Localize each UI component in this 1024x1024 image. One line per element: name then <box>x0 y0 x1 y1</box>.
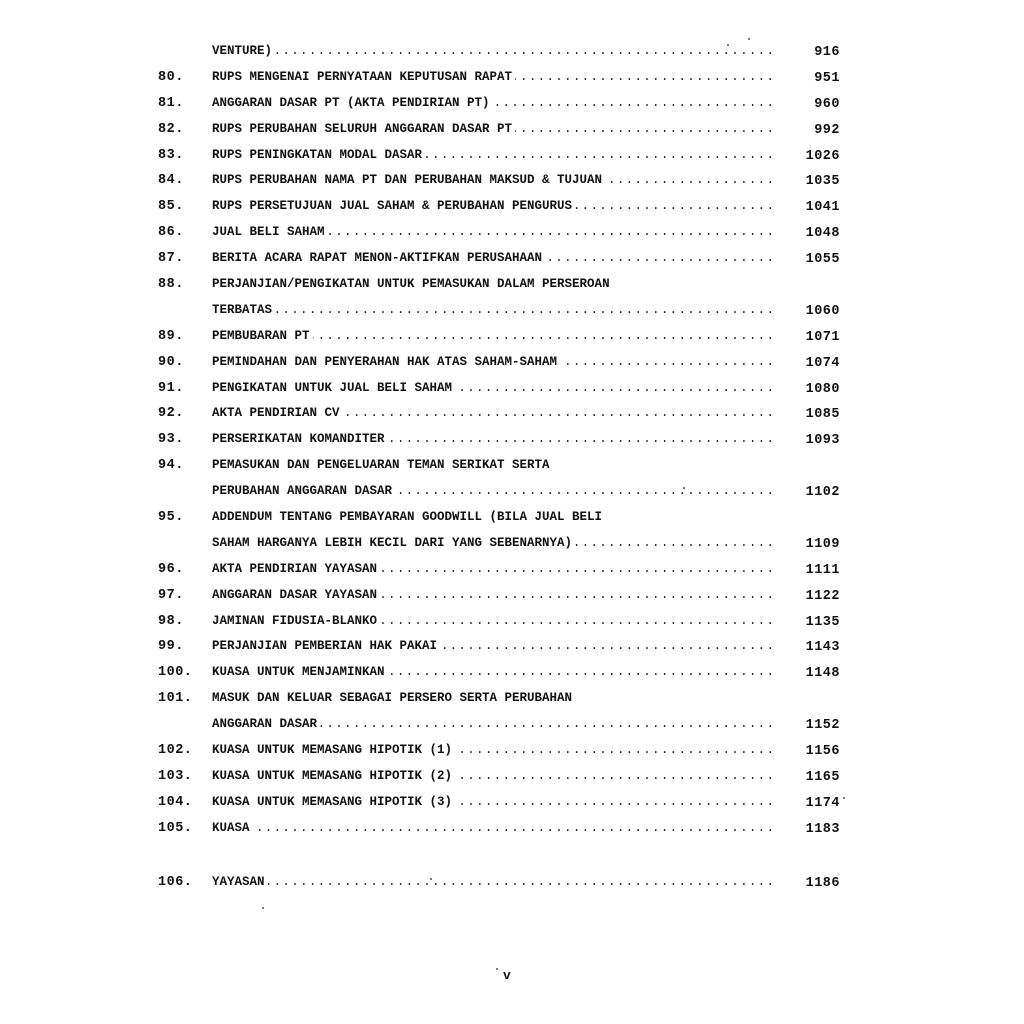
toc-entry-leader <box>212 795 772 815</box>
toc-entry-page: 1152 <box>805 718 840 734</box>
toc-entry-page: 951 <box>814 70 840 86</box>
toc-entry-leader <box>212 406 772 426</box>
toc-row <box>0 818 1024 844</box>
scan-speck <box>683 487 685 489</box>
toc-entry-page: 1148 <box>805 666 840 682</box>
toc-entry-number: 92. <box>158 406 184 422</box>
toc-entry-title: JUAL BELI SAHAM <box>212 225 328 239</box>
toc-entry-leader <box>212 148 772 168</box>
toc-entry-leader <box>212 96 772 116</box>
toc-entry-title: KUASA UNTUK MEMASANG HIPOTIK (3) <box>212 795 455 809</box>
toc-row <box>0 170 1024 196</box>
toc-entry-leader <box>212 251 772 271</box>
toc-entry-title: RUPS PERUBAHAN NAMA PT DAN PERUBAHAN MAKSUD & TUJUAN <box>212 173 605 187</box>
toc-entry-leader <box>212 355 772 375</box>
toc-row <box>0 455 1024 481</box>
toc-entry-number: 86. <box>158 225 184 241</box>
toc-entry-leader <box>212 70 772 90</box>
toc-entry-page: 1122 <box>805 588 840 604</box>
toc-row <box>0 274 1024 300</box>
toc-entry-number: 100. <box>158 665 193 681</box>
toc-entry-page: 1055 <box>805 252 840 268</box>
toc-entry-number: 88. <box>158 277 184 293</box>
toc-row <box>0 248 1024 274</box>
toc-entry-title: KUASA <box>212 821 253 835</box>
toc-entry-title: VENTURE) <box>212 44 275 58</box>
toc-entry-number: 106. <box>158 874 193 890</box>
toc-entry-title: ANGGARAN DASAR PT (AKTA PENDIRIAN PT) <box>212 96 493 110</box>
toc-row <box>0 714 1024 740</box>
toc-row <box>0 688 1024 714</box>
toc-entry-number: 93. <box>158 432 184 448</box>
toc-row <box>0 872 1024 898</box>
toc-entry-page: 1026 <box>805 148 840 164</box>
toc-entry-number: 81. <box>158 95 184 111</box>
toc-row <box>0 300 1024 326</box>
toc-row <box>0 352 1024 378</box>
toc-entry-leader <box>212 458 772 478</box>
toc-row <box>0 559 1024 585</box>
toc-row <box>0 533 1024 559</box>
toc-entry-title: PERSERIKATAN KOMANDITER <box>212 432 388 446</box>
toc-entry-number: 104. <box>158 794 193 810</box>
toc-entry-leader <box>212 122 772 142</box>
toc-entry-page: 916 <box>814 45 840 60</box>
toc-entry-page: 1174 <box>805 795 840 811</box>
toc-row <box>0 119 1024 145</box>
toc-entry-page: 1048 <box>805 226 840 242</box>
scan-speck <box>727 44 729 46</box>
toc-entry-page: 1165 <box>805 769 840 785</box>
toc-entry-page: 1093 <box>805 433 840 449</box>
toc-row <box>0 222 1024 248</box>
toc-entry-page: 1183 <box>805 821 840 837</box>
scan-speck <box>262 907 264 909</box>
toc-entry-leader <box>212 562 772 582</box>
scan-speck <box>430 878 432 880</box>
toc-entry-number: 99. <box>158 639 184 655</box>
toc-entry-number: 94. <box>158 458 184 474</box>
toc-entry-number: 90. <box>158 354 184 370</box>
toc-entry-page: 1109 <box>805 536 840 552</box>
toc-entry-title: RUPS PENINGKATAN MODAL DASAR <box>212 148 425 162</box>
toc-entry-title: AKTA PENDIRIAN CV <box>212 406 343 420</box>
toc-entry-title: RUPS MENGENAI PERNYATAAN KEPUTUSAN RAPAT <box>212 70 515 84</box>
toc-entry-page: 1035 <box>805 174 840 190</box>
scan-speck <box>496 968 498 970</box>
toc-entry-leader <box>212 510 772 530</box>
toc-entry-page: 960 <box>814 96 840 112</box>
toc-row <box>0 403 1024 429</box>
toc-entry-number: 87. <box>158 251 184 267</box>
toc-entry-title: KUASA UNTUK MENJAMINKAN <box>212 665 388 679</box>
toc-row <box>0 67 1024 93</box>
toc-row <box>0 585 1024 611</box>
toc-row <box>0 145 1024 171</box>
toc-entry-number: 91. <box>158 380 184 396</box>
toc-entry-number: 98. <box>158 613 184 629</box>
scan-speck <box>843 797 845 799</box>
toc-entry-title: KUASA UNTUK MEMASANG HIPOTIK (1) <box>212 743 455 757</box>
toc-entry-leader <box>212 303 772 323</box>
toc-entry-page: 1074 <box>805 355 840 371</box>
toc-entry-page: 1111 <box>805 562 840 578</box>
toc-row <box>0 636 1024 662</box>
toc-entry-page: 1156 <box>805 744 840 760</box>
toc-entry-number: 89. <box>158 328 184 344</box>
toc-entry-leader <box>212 432 772 452</box>
toc-entry-leader <box>212 769 772 789</box>
toc-entry-leader <box>212 665 772 685</box>
toc-entry-leader <box>212 691 772 711</box>
table-of-contents <box>0 41 1024 898</box>
toc-entry-title: TERBATAS <box>212 303 275 317</box>
toc-row <box>0 196 1024 222</box>
toc-entry-leader <box>212 536 772 556</box>
toc-row <box>0 326 1024 352</box>
toc-entry-title: RUPS PERSETUJUAN JUAL SAHAM & PERUBAHAN PENGURUS <box>212 199 575 213</box>
page-folio: v <box>503 968 511 983</box>
toc-entry-title: KUASA UNTUK MEMASANG HIPOTIK (2) <box>212 769 455 783</box>
toc-entry-page: 1041 <box>805 200 840 216</box>
toc-row <box>0 611 1024 637</box>
toc-entry-title: ADDENDUM TENTANG PEMBAYARAN GOODWILL (BILA JUAL BELI <box>212 510 605 524</box>
toc-entry-number: 105. <box>158 820 193 836</box>
toc-entry-title: ANGGARAN DASAR YAYASAN <box>212 588 380 602</box>
toc-entry-leader <box>212 225 772 245</box>
toc-entry-leader <box>212 484 772 504</box>
toc-row <box>0 662 1024 688</box>
toc-entry-number: 101. <box>158 691 193 707</box>
toc-entry-title: SAHAM HARGANYA LEBIH KECIL DARI YANG SEBENARNYA) <box>212 536 575 550</box>
toc-row <box>0 378 1024 404</box>
toc-entry-number: 103. <box>158 768 193 784</box>
toc-entry-leader <box>212 614 772 634</box>
toc-entry-title: YAYASAN <box>212 875 268 889</box>
toc-entry-leader <box>212 277 772 297</box>
toc-entry-leader <box>212 717 772 737</box>
toc-row <box>0 41 1024 67</box>
toc-entry-title: BERITA ACARA RAPAT MENON-AKTIFKAN PERUSAHAAN <box>212 251 545 265</box>
toc-entry-page: 1143 <box>805 640 840 656</box>
toc-entry-number: 83. <box>158 147 184 163</box>
toc-row <box>0 766 1024 792</box>
toc-entry-title: PEMASUKAN DAN PENGELUARAN TEMAN SERIKAT SERTA <box>212 458 553 472</box>
toc-entry-number: 85. <box>158 199 184 215</box>
toc-entry-title: PERJANJIAN/PENGIKATAN UNTUK PEMASUKAN DALAM PERSEROAN <box>212 277 613 291</box>
toc-entry-title: AKTA PENDIRIAN YAYASAN <box>212 562 380 576</box>
toc-entry-leader <box>212 44 772 64</box>
toc-entry-title: ANGGARAN DASAR <box>212 717 320 731</box>
toc-entry-page: 1080 <box>805 381 840 397</box>
toc-entry-page: 1060 <box>805 303 840 319</box>
toc-entry-leader <box>212 199 772 219</box>
toc-row <box>0 507 1024 533</box>
toc-entry-title: JAMINAN FIDUSIA-BLANKO <box>212 614 380 628</box>
toc-entry-number: 84. <box>158 173 184 189</box>
toc-entry-title: MASUK DAN KELUAR SEBAGAI PERSERO SERTA PERUBAHAN <box>212 691 575 705</box>
toc-entry-page: 992 <box>814 122 840 138</box>
toc-row <box>0 481 1024 507</box>
toc-entry-number: 96. <box>158 561 184 577</box>
toc-entry-leader <box>212 588 772 608</box>
toc-entry-title: RUPS PERUBAHAN SELURUH ANGGARAN DASAR PT <box>212 122 515 136</box>
toc-entry-number: 97. <box>158 587 184 603</box>
toc-entry-number: 82. <box>158 121 184 137</box>
toc-row <box>0 740 1024 766</box>
toc-entry-number: 80. <box>158 69 184 85</box>
toc-entry-leader <box>212 173 772 193</box>
toc-entry-leader <box>212 875 772 895</box>
toc-entry-page: 1085 <box>805 407 840 423</box>
toc-entry-number: 102. <box>158 743 193 759</box>
toc-entry-leader <box>212 743 772 763</box>
toc-entry-title: PEMINDAHAN DAN PENYERAHAN HAK ATAS SAHAM-SAHAM <box>212 355 560 369</box>
toc-entry-page: 1135 <box>805 614 840 630</box>
toc-entry-leader <box>212 639 772 659</box>
scan-speck <box>748 38 750 40</box>
toc-entry-leader <box>212 329 772 349</box>
toc-entry-leader <box>212 821 772 841</box>
toc-row <box>0 93 1024 119</box>
toc-entry-title: PENGIKATAN UNTUK JUAL BELI SAHAM <box>212 381 455 395</box>
toc-entry-title: PEMBUBARAN PT <box>212 329 313 343</box>
toc-entry-number: 95. <box>158 510 184 526</box>
toc-entry-title: PERUBAHAN ANGGARAN DASAR <box>212 484 395 498</box>
toc-entry-page: 1102 <box>805 485 840 501</box>
toc-row <box>0 792 1024 818</box>
toc-entry-leader <box>212 381 772 401</box>
toc-entry-page: 1186 <box>805 875 840 891</box>
toc-row <box>0 429 1024 455</box>
toc-entry-title: PERJANJIAN PEMBERIAN HAK PAKAI <box>212 639 440 653</box>
toc-entry-page: 1071 <box>805 329 840 345</box>
